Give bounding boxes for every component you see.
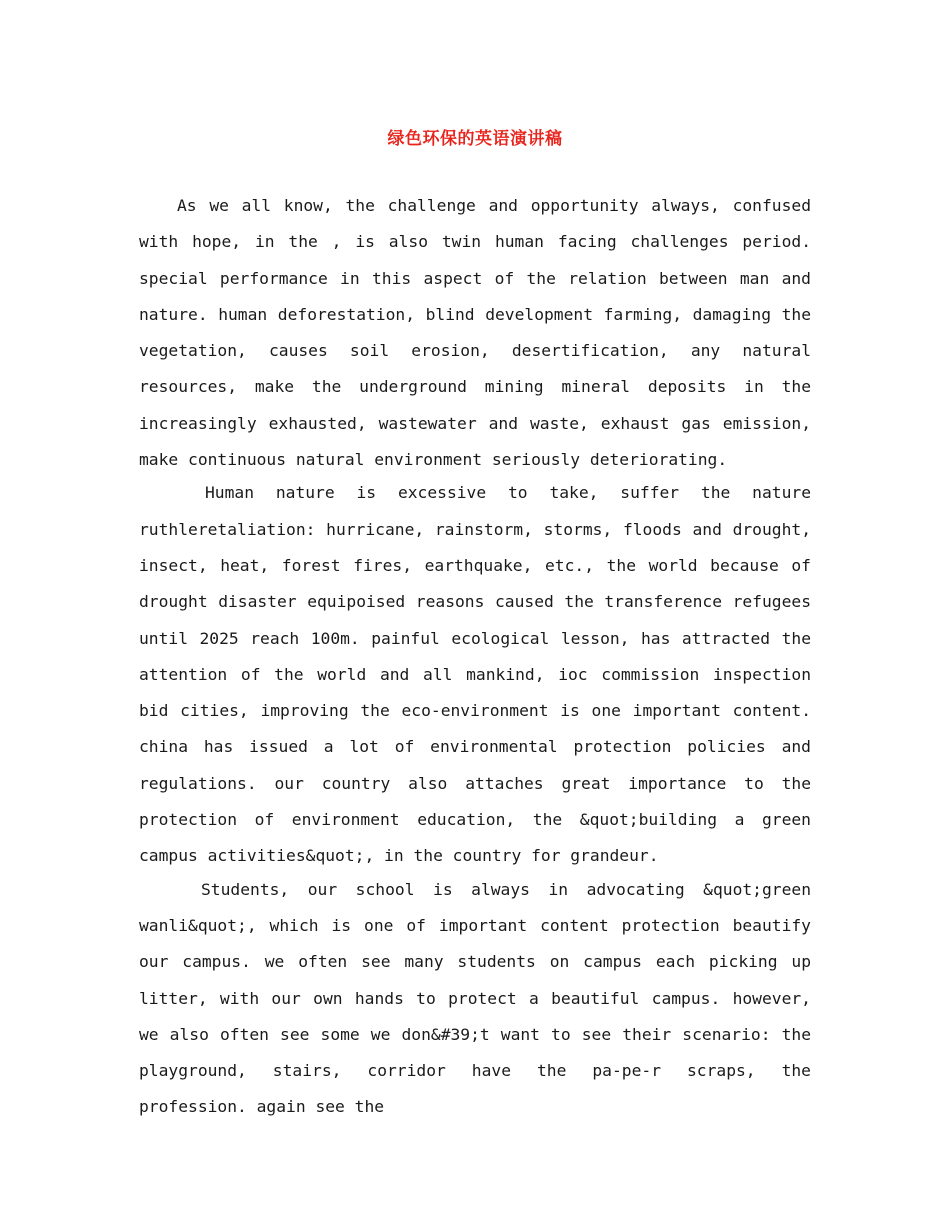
paragraph-2: Human nature is excessive to take, suffer the nature ruthleretaliation: hurricane, rainstorm, storms, floods and drought, insect, heat, forest fires, earthquake, etc., the world because of drought disaster equipoised reasons caused the transference refugees until 2025 reach 100m. painful ecological lesson, has attracted the attention of the world and all mankind, ioc commission inspection bid cities, improving the eco-environment is one important content. china has issued a lot of environmental protection policies and regulations. our country also attaches great importance to the protection of environment education, the &quot;building a green campus activities&quot;, in the country for grandeur.: [139, 483, 811, 866]
paragraph-1: As we all know, the challenge and opportunity always, confused with hope, in the , is also twin human facing challenges period. special performance in this aspect of the relation between man and nature. human deforestation, blind development farming, damaging the vegetation, causes soil erosion, desertification, any natural resources, make the underground mining mineral deposits in the increasingly exhausted, wastewater and waste, exhaust gas emission, make continuous natural environment seriously deteriorating.: [139, 196, 811, 470]
document-body: [139, 188, 811, 1123]
document-title: 绿色环保的英语演讲稿: [387, 129, 563, 149]
paragraph-3: Students, our school is always in advocating &quot;green wanli&quot;, which is one of important content protection beautify our campus. we often see many students on campus each picking up litter, with our own hands to protect a beautiful campus. however, we also often see some we don&#39;t want to see their scenario: the playground, stairs, corridor have the pa-pe-r scraps, the profession. again see the: [139, 879, 811, 1117]
